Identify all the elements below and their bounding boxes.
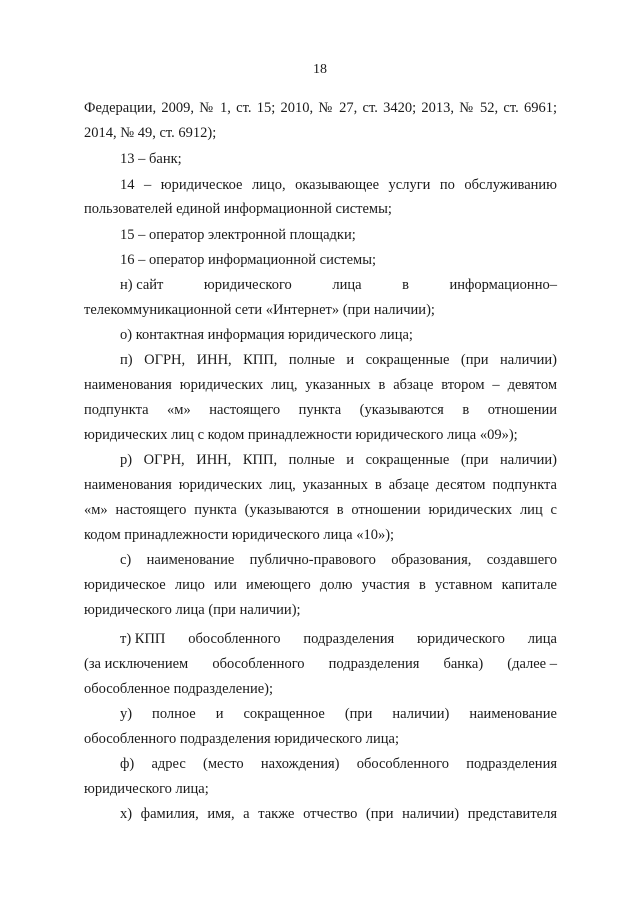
text-line: обособленного подразделения юридического лица;: [84, 731, 400, 747]
page-number: 18: [313, 62, 327, 77]
text-word: подразделения: [303, 631, 395, 647]
text-word: лица: [527, 631, 557, 647]
text-line: телекоммуникационной сети «Интернет» (при наличии);: [84, 302, 435, 318]
text-line: юридических лиц с кодом принадлежности юридического лица «09»);: [84, 427, 518, 443]
text-word: обособленного: [188, 631, 281, 647]
text-line: [84, 655, 557, 673]
paragraph-h-line: х) фамилия, имя, а также отчество (при наличии) представителя: [120, 806, 557, 822]
list-item-16: 16 – оператор информационной системы;: [120, 252, 377, 268]
text-line: 2014, № 49, ст. 6912);: [84, 125, 217, 141]
text-word: юридического: [417, 631, 505, 647]
paragraph-n-line: [120, 276, 557, 294]
text-word: (за исключением: [84, 656, 189, 672]
text-line: наименования юридических лиц, указанных в абзаце втором – девятом: [84, 377, 557, 393]
list-item-15: 15 – оператор электронной площадки;: [120, 227, 356, 243]
paragraph-u-line: у) полное и сокращенное (при наличии) наименование: [120, 706, 557, 722]
text-line: Федерации, 2009, № 1, ст. 15; 2010, № 27, ст. 3420; 2013, № 52, ст. 6961;: [84, 100, 557, 116]
text-word: банка): [443, 656, 484, 672]
paragraph-t-line: [120, 630, 557, 648]
text-line: юридическое лицо или имеющего долю участия в уставном капитале: [84, 577, 557, 593]
paragraph-p-line: п) ОГРН, ИНН, КПП, полные и сокращенные (при наличии): [120, 352, 557, 368]
paragraph-o: о) контактная информация юридического лица;: [120, 327, 413, 343]
text-word: т) КПП: [120, 631, 166, 647]
text-line: кодом принадлежности юридического лица «10»);: [84, 527, 395, 543]
text-line: «м» настоящего пункта (указываются в отношении юридических лиц с: [84, 502, 557, 518]
text-word: н) сайт: [120, 277, 164, 293]
text-line: юридического лица;: [84, 781, 209, 797]
text-word: лица: [332, 277, 362, 293]
text-line: юридического лица (при наличии);: [84, 602, 301, 618]
text-word: юридического: [203, 277, 292, 293]
list-item-13: 13 – банк;: [120, 151, 182, 167]
text-line: наименования юридических лиц, указанных в абзаце десятом подпункта: [84, 477, 557, 493]
text-word: в: [402, 277, 409, 293]
text-word: (далее –: [507, 656, 557, 672]
text-line: пользователей единой информационной системы;: [84, 201, 392, 217]
text-word: информационно–: [449, 277, 557, 293]
paragraph-s-line: с) наименование публично-правового образования, создавшего: [120, 552, 557, 568]
list-item-14: 14 – юридическое лицо, оказывающее услуги по обслуживанию: [120, 177, 557, 193]
text-line: обособленное подразделение);: [84, 681, 274, 697]
text-word: обособленного: [212, 656, 305, 672]
text-word: подразделения: [328, 656, 420, 672]
paragraph-f-line: ф) адрес (место нахождения) обособленного подразделения: [120, 756, 557, 772]
text-line: подпункта «м» настоящего пункта (указываются в отношении: [84, 402, 557, 418]
paragraph-r-line: р) ОГРН, ИНН, КПП, полные и сокращенные (при наличии): [120, 452, 557, 468]
